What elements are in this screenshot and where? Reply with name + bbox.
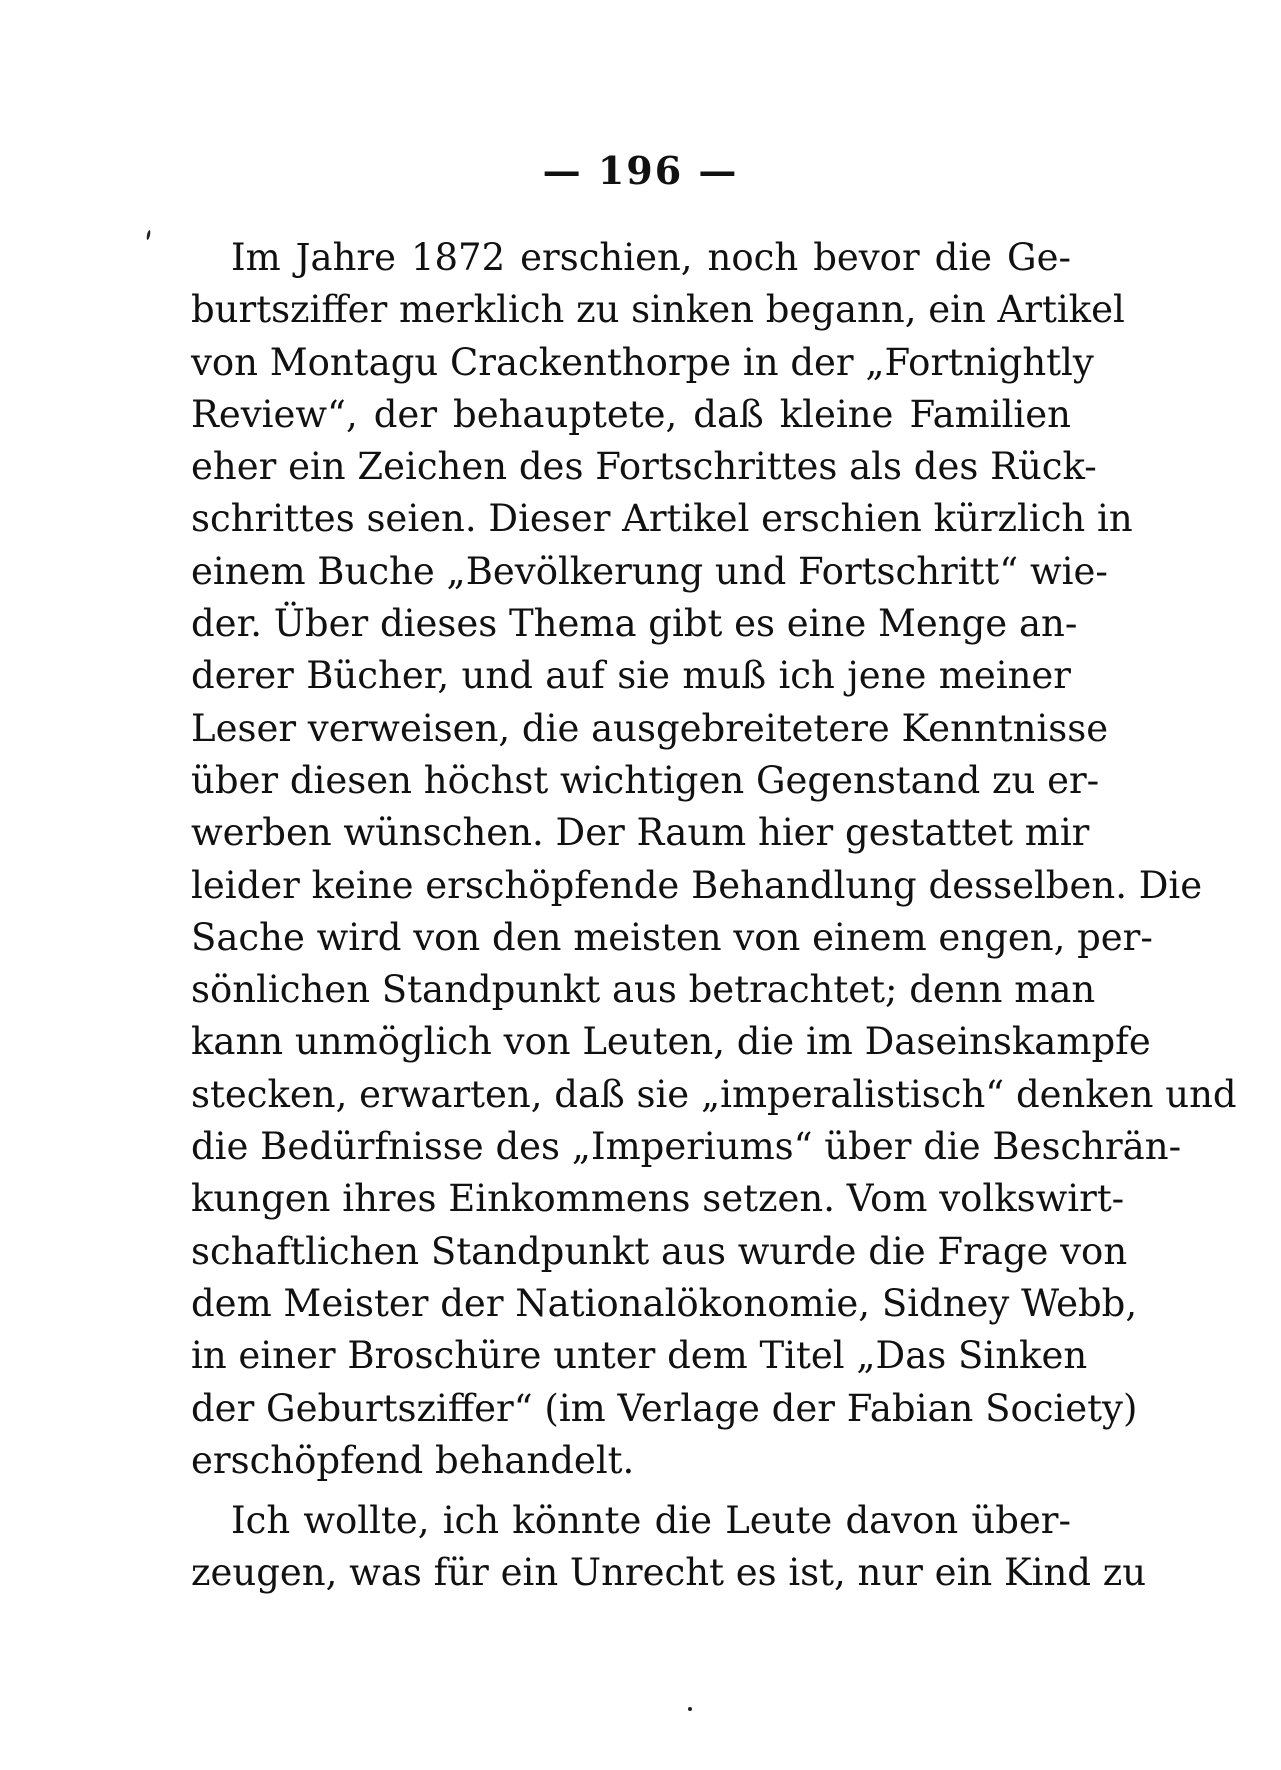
text-line: erschöpfend behandelt. — [191, 1438, 635, 1482]
text-line: einem Buche „Bevölkerung und Fortschritt“ wie- — [191, 549, 1108, 593]
text-line: eher ein Zeichen des Fortschrittes als des Rück- — [191, 445, 1097, 489]
text-line: von Montagu Crackenthorpe in der „Fortnightly — [191, 340, 1094, 384]
text-line: in einer Broschüre unter dem Titel „Das Sinken — [191, 1334, 1088, 1378]
text-line: Leser verweisen, die ausgebreitetere Kenntnisse — [191, 706, 1109, 750]
text-line: sönlichen Standpunkt aus betrachtet; denn man — [191, 968, 1096, 1012]
text-line: Sache wird von den meisten von einem engen, per- — [191, 915, 1153, 959]
text-line: Im Jahre 1872 erschien, noch bevor die Ge- — [231, 236, 1071, 279]
paragraph-gap — [191, 1487, 1071, 1495]
text-line: burtsziffer merklich zu sinken begann, ein Artikel — [191, 288, 1125, 332]
ink-speck — [688, 1707, 692, 1711]
text-line: leider keine erschöpfende Behandlung desselben. Die — [191, 863, 1203, 907]
text-line: derer Bücher, und auf sie muß ich jene meiner — [191, 654, 1071, 698]
text-line: Ich wollte, ich könnte die Leute davon über- — [231, 1499, 1071, 1543]
ink-speck — [146, 230, 151, 240]
text-line: stecken, erwarten, daß sie „imperalistisch“ denken und — [191, 1072, 1237, 1116]
body-text — [191, 232, 1237, 1600]
text-line: schrittes seien. Dieser Artikel erschien kürzlich in — [191, 497, 1133, 541]
paragraph — [191, 1495, 1147, 1600]
page-number: — 196 — — [542, 148, 739, 193]
text-line: der Geburtsziffer“ (im Verlage der Fabian Society) — [191, 1386, 1138, 1430]
text-line: Review“, der behauptete, daß kleine Familien — [191, 392, 1071, 436]
text-line: die Bedürfnisse des „Imperiums“ über die Beschrän- — [191, 1125, 1182, 1169]
text-line: der. Über dieses Thema gibt es eine Menge an- — [191, 602, 1078, 646]
text-line: zeugen, was für ein Unrecht es ist, nur ein Kind zu — [191, 1551, 1147, 1595]
text-line: dem Meister der Nationalökonomie, Sidney Webb, — [191, 1281, 1138, 1325]
text-line: schaftlichen Standpunkt aus wurde die Frage von — [191, 1229, 1128, 1273]
text-line: kann unmöglich von Leuten, die im Daseinskampfe — [191, 1020, 1151, 1064]
text-line: kungen ihres Einkommens setzen. Vom volkswirt- — [191, 1177, 1125, 1221]
text-line: über diesen höchst wichtigen Gegenstand zu er- — [191, 758, 1100, 802]
paragraph — [191, 232, 1237, 1487]
text-line: werben wünschen. Der Raum hier gestattet mir — [191, 811, 1090, 855]
